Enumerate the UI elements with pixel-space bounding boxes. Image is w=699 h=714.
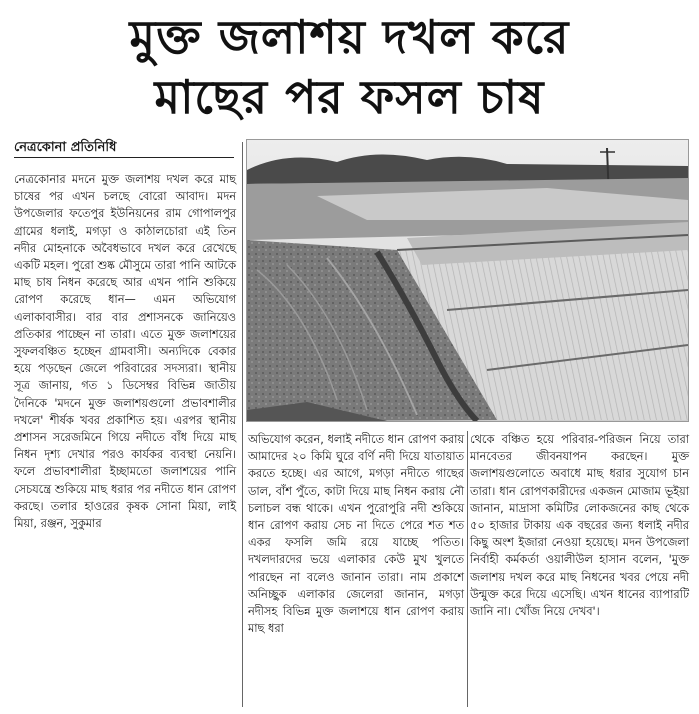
column-rule-1 [242,142,243,707]
column-rule-2 [467,431,468,707]
article-body-column-3: থেকে বঞ্চিত হয়ে পরিবার-পরিজন নিয়ে তারা মানবেতর জীবনযাপন করছেন। মুক্ত জলাশয়গুলোতে অবাধে মাছ ধরার সুযোগ চান তারা। ধান রোপণকারীদের একজন মোজাম ভূইয়া জানান, মাদ্রাসা কমিটির লোকজনের কাছ থেকে ৫০ হাজার টাকায় এক বছরের জন্য ধলাই নদীর কিছু অংশ ইজারা নেওয়া হয়েছে। মদন উপজেলা নির্বাহী কর্মকর্তা ওয়ালীউল হাসান বলেন, 'মুক্ত জলাশয় দখল করে মাছ নিধনের খবর পেয়ে নদী উন্মুক্ত করে দিয়ে এসেছি। এখন ধানের ব্যাপারটি জানি না। খোঁজ নিয়ে দেখব'। [470,433,689,619]
byline-rule [14,157,234,158]
article-photo [246,139,689,422]
headline-line-1: মুক্ত জলাশয় দখল করে [129,10,570,64]
byline: নেত্রকোনা প্রতিনিধি [14,140,117,155]
article-body-column-2: অভিযোগ করেন, ধলাই নদীতে ধান রোপণ করায় আমাদের ২০ কিমি ঘুরে বর্ণি নদী দিয়ে যাতায়াত করতে হচ্ছে। এর আগে, মগড়া নদীতে গাছের ডাল, বাঁশ পুঁতে, কাটা দিয়ে মাছ নিধন করায় নৌ চলাচল বন্ধ থাকে। এখন পুরোপুরি নদী শুকিয়ে ধান রোপণ করায় সেচ না দিতে পেরে শত শত একর ফসলি জমি রয়ে যাচ্ছে পতিত। দখলদারদের ভয়ে এলাকার কেউ মুখ খুলতে পারছেন না বলেও জানান তারা। নাম প্রকাশে অনিচ্ছুক এলাকার জেলেরা জানান, মগড়া নদীসহ বিভিন্ন মুক্ত জলাশয়ে ধান রোপণ করায় মাছ ধরা [248,433,464,636]
article-body-column-1: নেত্রকোনার মদনে মুক্ত জলাশয় দখল করে মাছ চাষের পর এখন চলছে বোরো আবাদ। মদন উপজেলার ফতেপুর ইউনিয়নের রাম গোপালপুর গ্রামের ধলাই, মগড়া ও কাঠালচোরা এই তিন নদীর মোহনাকে অবৈধভাবে দখল করে রেখেছে একটি মহল। পুরো শুষ্ক মৌসুমে তারা পানি আটকে মাছ চাষ নিধন করেছে আর এখন পানি শুকিয়ে রোপণ করেছে ধান— এমন অভিযোগ এলাকাবাসীর। বার বার প্রশাসনকে জানিয়েও প্রতিকার পাচ্ছেন না তারা। এতে মুক্ত জলাশয়ের সুফলবঞ্চিত হচ্ছেন গ্রামবাসী। অন্যদিকে বেকার হয়ে পড়ছেন জেলে পরিবারের সদস্যরা। স্থানীয় সূত্র জানায়, গত ১ ডিসেম্বর বিভিন্ন জাতীয় দৈনিকে 'মদনে মুক্ত জলাশয়গুলো প্রভাবশালীর দখলে' শীর্ষক খবর প্রকাশিত হয়। এরপর স্থানীয় প্রশাসন সরেজমিনে গিয়ে নদীতে বাঁধ দিয়ে মাছ নিধন দৃশ্য দেখার পরও কার্যকর ব্যবস্থা নেয়নি। ফলে প্রভাবশালীরা ইচ্ছামতো জলাশয়ের পানি সেচযন্ত্রে শুকিয়ে মাছ ধরার পর নদীতে ধান রোপণ করছে। তলার হাওরের কৃষক সোনা মিয়া, লাই মিয়া, রঞ্জন, সুকুমার [14,173,236,531]
headline-line-2: মাছের পর ফসল চাষ [154,70,545,124]
photo-icon [247,140,688,421]
